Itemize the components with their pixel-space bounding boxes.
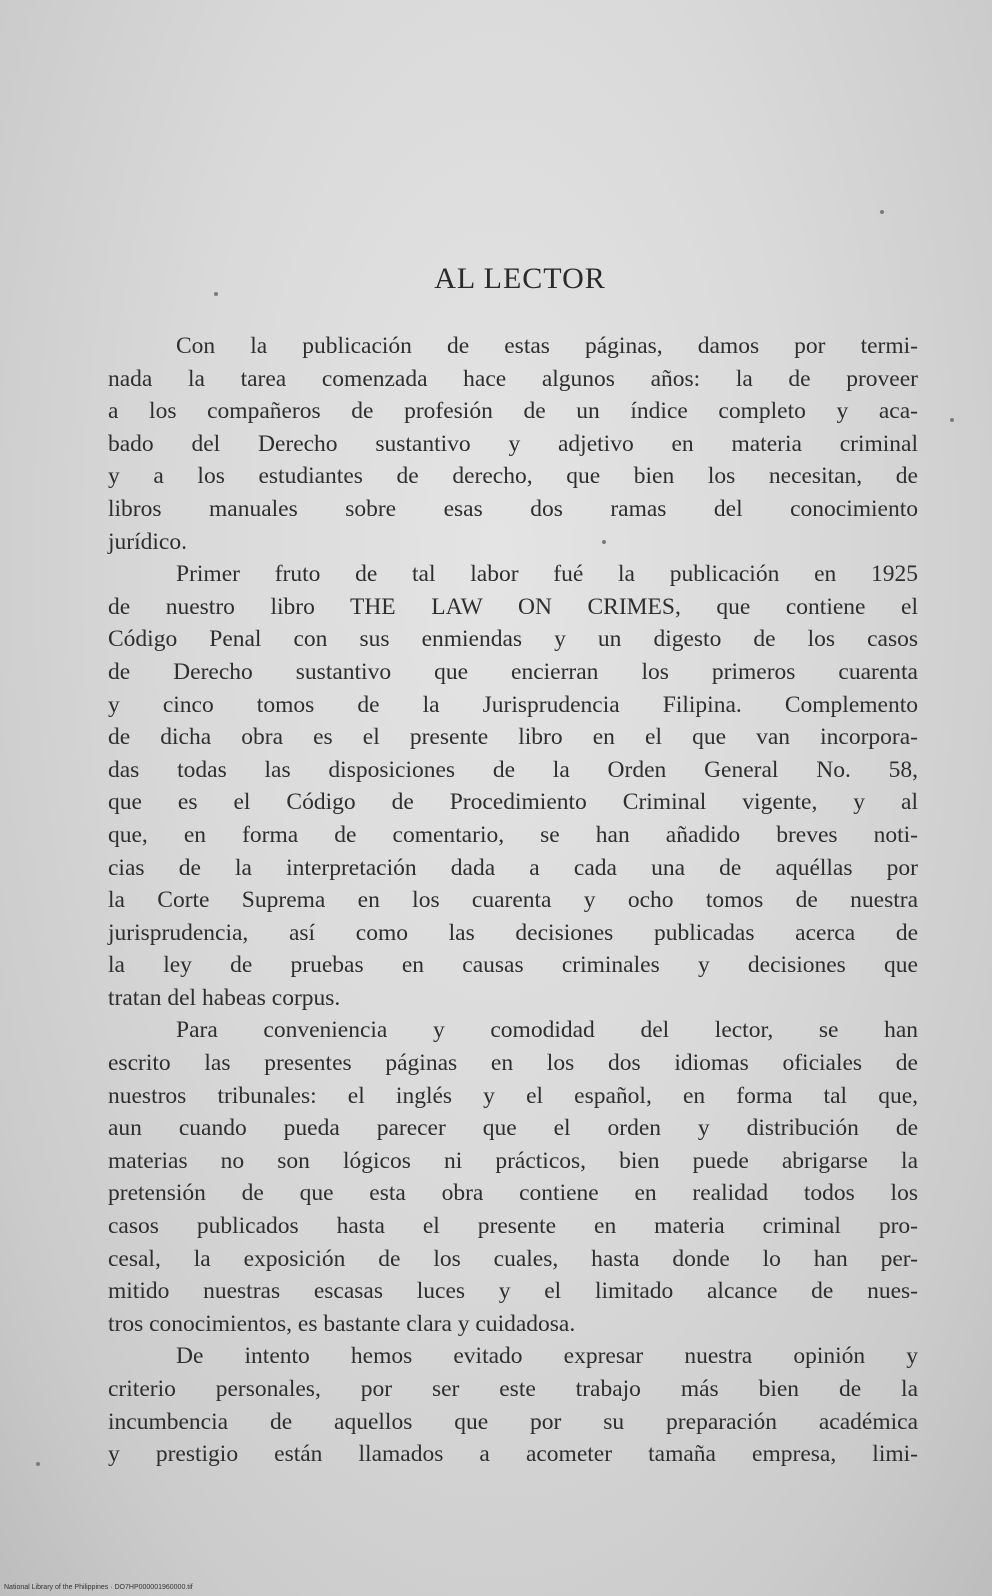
text-line: Para conveniencia y comodidad del lector, se han [176,1017,918,1044]
text-line: que, en forma de comentario, se han añadido breves noti- [108,821,918,848]
text-line: tratan del habeas corpus. [108,984,341,1011]
scan-footer: National Library of the Philippines · DO7HP000001960000.tif [4,1584,193,1591]
text-line: de Derecho sustantivo que encierran los primeros cuarenta [108,658,918,685]
scan-speck [602,540,606,544]
text-line: la Corte Suprema en los cuarenta y ocho tomos de nuestra [108,887,918,914]
text-line: criterio personales, por ser este trabajo más bien de la [108,1376,918,1402]
scan-speck [36,1462,40,1466]
text-line: mitido nuestras escasas luces y el limitado alcance de nues- [108,1278,918,1305]
text-line: nada la tarea comenzada hace algunos años: la de proveer [108,365,918,392]
text-line: y a los estudiantes de derecho, que bien los necesitan, de [108,463,918,490]
text-line: jurisprudencia, así como las decisiones publicadas acerca de [108,919,918,946]
page-title: AL LECTOR [434,262,606,295]
text-line: jurídico. [108,528,187,555]
text-line: que es el Código de Procedimiento Criminal vigente, y al [108,789,918,816]
text-line: aun cuando pueda parecer que el orden y distribución de [108,1115,918,1142]
text-line: Código Penal con sus enmiendas y un digesto de los casos [108,626,918,653]
scan-speck [950,418,954,422]
body-text [108,330,918,1471]
text-line: de nuestro libro THE LAW ON CRIMES, que contiene el [108,593,918,620]
text-line: Primer fruto de tal labor fué la publicación en 1925 [176,561,918,588]
text-line: cesal, la exposición de los cuales, hasta donde lo han per- [108,1245,918,1272]
scan-speck [214,292,218,296]
text-line: de dicha obra es el presente libro en el que van incorpora- [108,724,918,751]
text-line: libros manuales sobre esas dos ramas del conocimiento [108,495,918,522]
scan-speck [880,210,884,214]
text-line: De intento hemos evitado expresar nuestra opinión y [176,1343,918,1370]
text-line: cias de la interpretación dada a cada una de aquéllas por [108,854,918,881]
text-line: a los compañeros de profesión de un índice completo y aca- [108,398,918,425]
text-line: escrito las presentes páginas en los dos idiomas oficiales de [108,1050,918,1077]
text-line: materias no son lógicos ni prácticos, bien puede abrigarse la [108,1147,918,1174]
text-line: pretensión de que esta obra contiene en realidad todos los [108,1180,918,1207]
text-line: incumbencia de aquellos que por su preparación académica [108,1408,918,1435]
text-line: nuestros tribunales: el inglés y el español, en forma tal que, [108,1082,918,1109]
text-line: das todas las disposiciones de la Orden General No. 58, [108,756,918,783]
text-line: tros conocimientos, es bastante clara y cuidadosa. [108,1310,576,1337]
text-line: la ley de pruebas en causas criminales y decisiones que [108,952,918,979]
text-line: y cinco tomos de la Jurisprudencia Filipina. Complemento [108,691,918,718]
text-line: Con la publicación de estas páginas, damos por termi- [176,333,918,359]
text-line: casos publicados hasta el presente en materia criminal pro- [108,1213,918,1240]
text-line: bado del Derecho sustantivo y adjetivo en materia criminal [108,430,918,457]
text-line: y prestigio están llamados a acometer tamaña empresa, limi- [108,1441,918,1468]
